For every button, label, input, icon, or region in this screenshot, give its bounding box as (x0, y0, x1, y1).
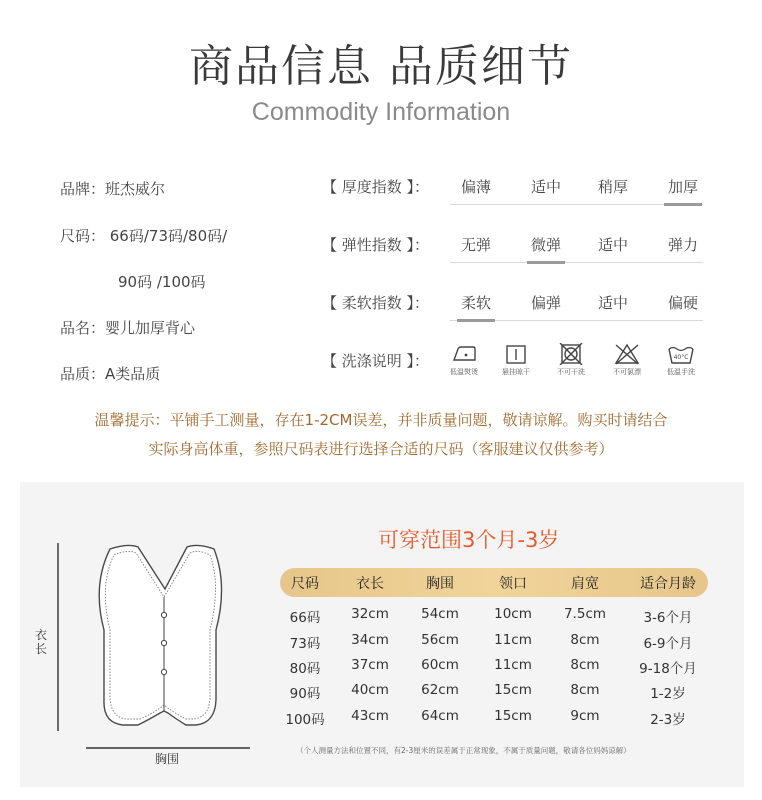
table-cell: 11cm (494, 632, 532, 648)
wear-range-title: 可穿范围3个月-3岁 (378, 528, 560, 552)
vest-diagram (38, 535, 263, 770)
brand-info: 品牌：班杰威尔 (60, 180, 166, 198)
index-option: 加厚 (667, 178, 698, 196)
index-selected-marker (457, 319, 495, 322)
index-selected-marker (527, 261, 565, 264)
washing-item-no-tumble (544, 343, 598, 377)
index-scale-line (450, 262, 703, 263)
quality-info: 品质：A类品质 (60, 365, 161, 383)
table-cell: 62cm (421, 682, 459, 698)
washing-label: 【 洗涤说明 】： (322, 352, 430, 370)
table-cell: 10cm (494, 606, 532, 622)
table-cell: 8cm (570, 657, 600, 673)
index-option: 偏弹 (530, 294, 561, 312)
table-cell: 15cm (494, 708, 532, 724)
vest-button (161, 640, 166, 645)
iron-low-icon (447, 343, 481, 365)
table-header-cell: 领口 (499, 576, 527, 592)
hang-dry-icon (499, 343, 533, 365)
washing-item-iron (437, 343, 491, 377)
index-option: 适中 (597, 294, 628, 312)
index-option: 无弹 (460, 236, 491, 254)
table-header-cell: 胸围 (426, 576, 454, 592)
washing-item-no-bleach (600, 343, 654, 377)
washing-item-hang (489, 343, 543, 377)
size-info-continued: 90码 /100码 (118, 273, 206, 291)
table-cell: 37cm (351, 657, 389, 673)
table-cell: 90码 (289, 686, 321, 702)
table-cell: 40cm (351, 682, 389, 698)
tip-line-2: 实际身高体重，参照尺码表进行选择合适的尺码（客服建议仅供参考） (148, 440, 614, 458)
vest-button (161, 669, 166, 674)
chest-label: 胸围 (155, 752, 180, 766)
table-header-cell: 肩宽 (571, 576, 599, 592)
washing-caption: 低温熨烫 (450, 368, 478, 376)
index-option: 适中 (597, 236, 628, 254)
measurement-footnote: （个人测量方法和位置不同，有2-3厘米的误差属于正常现象，不属于质量问题，敬请各位妈妈谅解） (296, 746, 631, 755)
washing-caption: 低温手洗 (667, 368, 695, 376)
table-cell: 64cm (421, 708, 459, 724)
table-cell: 9cm (570, 708, 600, 724)
vest-button (161, 612, 166, 617)
wash-40-icon (664, 343, 698, 365)
table-cell: 73码 (289, 636, 321, 652)
length-label: 衣长 (34, 628, 47, 656)
no-tumble-dry-icon (554, 343, 588, 365)
table-cell: 1-2岁 (650, 686, 686, 702)
table-cell: 3-6个月 (643, 610, 693, 626)
index-option: 适中 (530, 178, 561, 196)
page-subtitle: Commodity Information (251, 98, 511, 126)
table-cell: 7.5cm (563, 606, 607, 622)
index-label: 【 弹性指数 】： (322, 236, 430, 254)
vest-outline (99, 545, 221, 725)
washing-caption: 不可干洗 (557, 368, 585, 376)
table-cell: 66码 (289, 610, 321, 626)
index-selected-marker (664, 203, 702, 206)
washing-item-wash40 (654, 343, 708, 377)
table-header-cell: 尺码 (291, 576, 319, 592)
index-option: 柔软 (460, 294, 491, 312)
washing-caption: 悬挂晾干 (502, 368, 530, 376)
table-cell: 9-18个月 (639, 661, 697, 677)
table-cell: 34cm (351, 632, 389, 648)
index-label: 【 厚度指数 】： (322, 178, 430, 196)
table-cell: 11cm (494, 657, 532, 673)
index-option: 微弹 (530, 236, 561, 254)
table-cell: 32cm (351, 606, 389, 622)
table-header-cell: 衣长 (356, 576, 384, 592)
washing-caption: 不可氯漂 (613, 368, 641, 376)
table-cell: 2-3岁 (650, 712, 686, 728)
table-cell: 15cm (494, 682, 532, 698)
tip-line-1: 温馨提示：平铺手工测量，存在1-2CM误差，并非质量问题，敬请谅解。购买时请结合 (94, 411, 668, 429)
table-header-cell: 适合月龄 (640, 576, 696, 592)
page-title: 商品信息 品质细节 (189, 41, 573, 92)
index-option: 弹力 (667, 236, 698, 254)
table-cell: 100码 (285, 712, 325, 728)
no-bleach-icon (610, 343, 644, 365)
index-option: 偏硬 (667, 294, 698, 312)
table-cell: 60cm (421, 657, 459, 673)
index-option: 稍厚 (597, 178, 628, 196)
table-cell: 54cm (421, 606, 459, 622)
size-info: 尺码： 66码/73码/80码/ (60, 227, 228, 245)
product-name-info: 品名：婴儿加厚背心 (60, 319, 196, 337)
table-cell: 6-9个月 (643, 636, 693, 652)
table-cell: 80码 (289, 661, 321, 677)
table-cell: 8cm (570, 682, 600, 698)
index-label: 【 柔软指数 】： (322, 294, 430, 312)
table-cell: 43cm (351, 708, 389, 724)
table-cell: 56cm (421, 632, 459, 648)
wash-temp-text: 40°C (673, 354, 689, 361)
table-cell: 8cm (570, 632, 600, 648)
index-option: 偏薄 (460, 178, 491, 196)
